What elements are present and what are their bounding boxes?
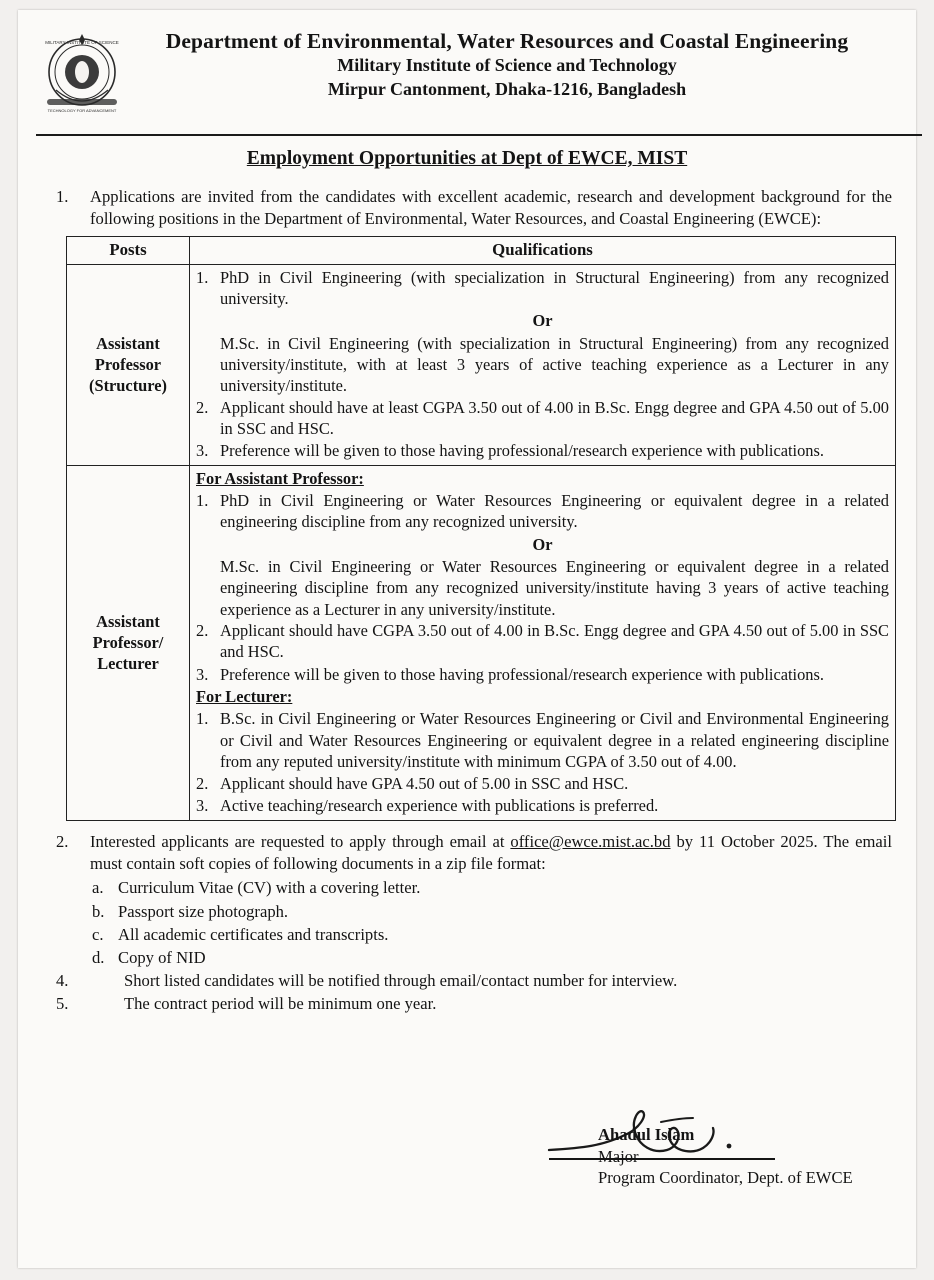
header-text xyxy=(128,28,916,101)
item-marker: 2. xyxy=(196,774,209,794)
item-text: Applicant should have GPA 4.50 out of 5.00 in SSC and HSC. xyxy=(220,774,629,794)
paragraph-4-number: 4. xyxy=(56,971,69,991)
table-row xyxy=(67,264,896,465)
paragraph-2 xyxy=(56,831,892,875)
document-body xyxy=(56,186,892,1016)
item-marker: 2. xyxy=(196,620,209,640)
list-item xyxy=(196,490,889,533)
paragraph-5-number: 5. xyxy=(56,994,69,1014)
list-item xyxy=(196,397,889,440)
or-separator: Or xyxy=(532,311,553,331)
post-line: Professor xyxy=(94,354,162,374)
item-text: Applicant should have at least CGPA 3.50 out of 4.00 in B.Sc. Engg degree and GPA 4.50 out of 5.00 in SSC and HSC. xyxy=(220,397,889,438)
post-assistant-professor-lecturer xyxy=(67,465,190,820)
item-text: B.Sc. in Civil Engineering or Water Resources Engineering or Civil and Environmental Engineering or Civil and Water Resources Engineering or equivalent degree in a related engineering discipline from any reputed university/institute with minimum CGPA of 3.50 out of 4.00. xyxy=(220,709,889,771)
column-header-posts: Posts xyxy=(67,236,190,264)
paragraph-1 xyxy=(56,186,892,230)
subheading-assistant-professor: For Assistant Professor: xyxy=(196,468,364,488)
item-text: PhD in Civil Engineering (with specialization in Structural Engineering) from any recognized university. xyxy=(220,267,889,308)
item-text: PhD in Civil Engineering or Water Resources Engineering or equivalent degree in a related engineering discipline from any recognized university. xyxy=(220,490,889,532)
list-item xyxy=(92,877,892,899)
item-marker: 1. xyxy=(196,709,209,729)
alternate-qualification-text: M.Sc. in Civil Engineering (with specialization in Structural Engineering) from any recognized university/institute, with at least 3 years of active teaching experience as a Lecturer in any university/institute. xyxy=(220,333,889,396)
paragraph-2-text-before: Interested applicants are requested to apply through email at xyxy=(90,831,511,851)
paragraph-2-number: 2. xyxy=(56,831,69,851)
item-marker: 2. xyxy=(196,397,209,417)
email-link[interactable]: office@ewce.mist.ac.bd xyxy=(510,831,671,851)
item-text: Preference will be given to those having professional/research experience with publications. xyxy=(220,441,824,461)
list-item xyxy=(196,620,889,663)
table-row xyxy=(67,465,896,820)
signatory-rank: Major xyxy=(598,1146,639,1166)
item-marker: 3. xyxy=(196,664,209,684)
subheading-lecturer: For Lecturer: xyxy=(196,686,293,706)
item-marker: d. xyxy=(92,947,105,967)
paragraph-1-text: Applications are invited from the candidates with excellent academic, research and development background for the following positions in the Department of Environmental, Water Resources, and Coastal Engineering (EWCE): xyxy=(90,187,892,228)
post-line: Lecturer xyxy=(97,654,159,674)
item-marker: 3. xyxy=(196,796,209,816)
or-separator: Or xyxy=(532,534,553,554)
item-marker: c. xyxy=(92,924,104,944)
svg-text:TECHNOLOGY FOR ADVANCEMENT: TECHNOLOGY FOR ADVANCEMENT xyxy=(47,108,117,113)
item-marker: b. xyxy=(92,901,105,921)
list-item xyxy=(196,773,889,794)
list-item xyxy=(196,267,889,310)
mist-crest-icon xyxy=(36,28,128,120)
qualification-list-ap-continued xyxy=(196,620,889,685)
list-item xyxy=(196,440,889,461)
header-divider xyxy=(36,134,922,136)
post-line: Assistant xyxy=(96,611,160,631)
post-line: (Structure) xyxy=(89,376,167,396)
department-name: Department of Environmental, Water Resources and Coastal Engineering xyxy=(165,29,849,53)
list-item xyxy=(196,708,889,772)
qualification-list-continued xyxy=(196,397,889,462)
qualification-list-ap xyxy=(196,490,889,533)
item-text: Active teaching/research experience with publications is preferred. xyxy=(220,796,659,816)
item-text: Passport size photograph. xyxy=(118,901,289,921)
svg-text:MILITARY INSTITUTE OF SCIENCE: MILITARY INSTITUTE OF SCIENCE xyxy=(45,40,119,45)
institute-name: Military Institute of Science and Technology xyxy=(337,55,677,76)
item-marker: a. xyxy=(92,878,104,898)
qualifications-structure xyxy=(190,264,896,465)
item-text: Applicant should have CGPA 3.50 out of 4.00 in B.Sc. Engg degree and GPA 4.50 out of 5.00 in SSC and HSC. xyxy=(220,620,889,662)
qualifications-ap-lecturer xyxy=(190,465,896,820)
signatory-name: Ahadul Islam xyxy=(598,1125,695,1144)
post-assistant-professor-structure xyxy=(67,264,190,465)
lower-section xyxy=(56,831,892,1016)
list-item xyxy=(196,795,889,816)
list-item xyxy=(92,924,892,946)
item-marker: 1. xyxy=(196,490,209,510)
signature-block xyxy=(598,1124,918,1189)
qualifications-table xyxy=(66,236,896,821)
post-line: Professor/ xyxy=(92,633,164,653)
column-header-qualifications: Qualifications xyxy=(190,236,896,264)
item-marker: 1. xyxy=(196,267,209,287)
list-item xyxy=(196,664,889,685)
item-text: Curriculum Vitae (CV) with a covering letter. xyxy=(118,878,421,898)
list-item xyxy=(92,947,892,969)
qualification-list-lecturer xyxy=(196,708,889,817)
table-header-row xyxy=(67,236,896,264)
documents-list xyxy=(56,877,892,969)
paragraph-4 xyxy=(56,970,892,992)
document-sheet xyxy=(18,10,916,1268)
document-header xyxy=(18,28,916,120)
alternate-qualification-text: M.Sc. in Civil Engineering or Water Resources Engineering or equivalent degree in a related engineering discipline from any recognized university/institute having 3 years of active teaching experience as a Lecturer in any university/institute. xyxy=(220,556,889,619)
paragraph-5 xyxy=(56,993,892,1015)
qualification-list xyxy=(196,267,889,310)
page-title: Employment Opportunities at Dept of EWCE, MIST xyxy=(246,148,688,169)
item-marker: 3. xyxy=(196,441,209,461)
paragraph-2-text xyxy=(90,831,892,875)
paragraph-2-text-after: by 11 October 2025. The email must contain soft copies of following documents in a zip file format: xyxy=(90,831,892,874)
paragraph-5-text: The contract period will be minimum one year. xyxy=(124,994,437,1014)
signatory-designation: Program Coordinator, Dept. of EWCE xyxy=(598,1168,853,1188)
paragraph-4-text: Short listed candidates will be notified through email/contact number for interview. xyxy=(124,971,678,991)
paragraph-1-number: 1. xyxy=(56,187,69,206)
list-item xyxy=(92,901,892,923)
institute-address: Mirpur Cantonment, Dhaka-1216, Bangladesh xyxy=(327,78,687,99)
item-text: Preference will be given to those having professional/research experience with publications. xyxy=(220,664,824,684)
item-text: Copy of NID xyxy=(118,947,206,967)
item-text: All academic certificates and transcripts. xyxy=(118,924,389,944)
post-line: Assistant xyxy=(96,333,160,353)
